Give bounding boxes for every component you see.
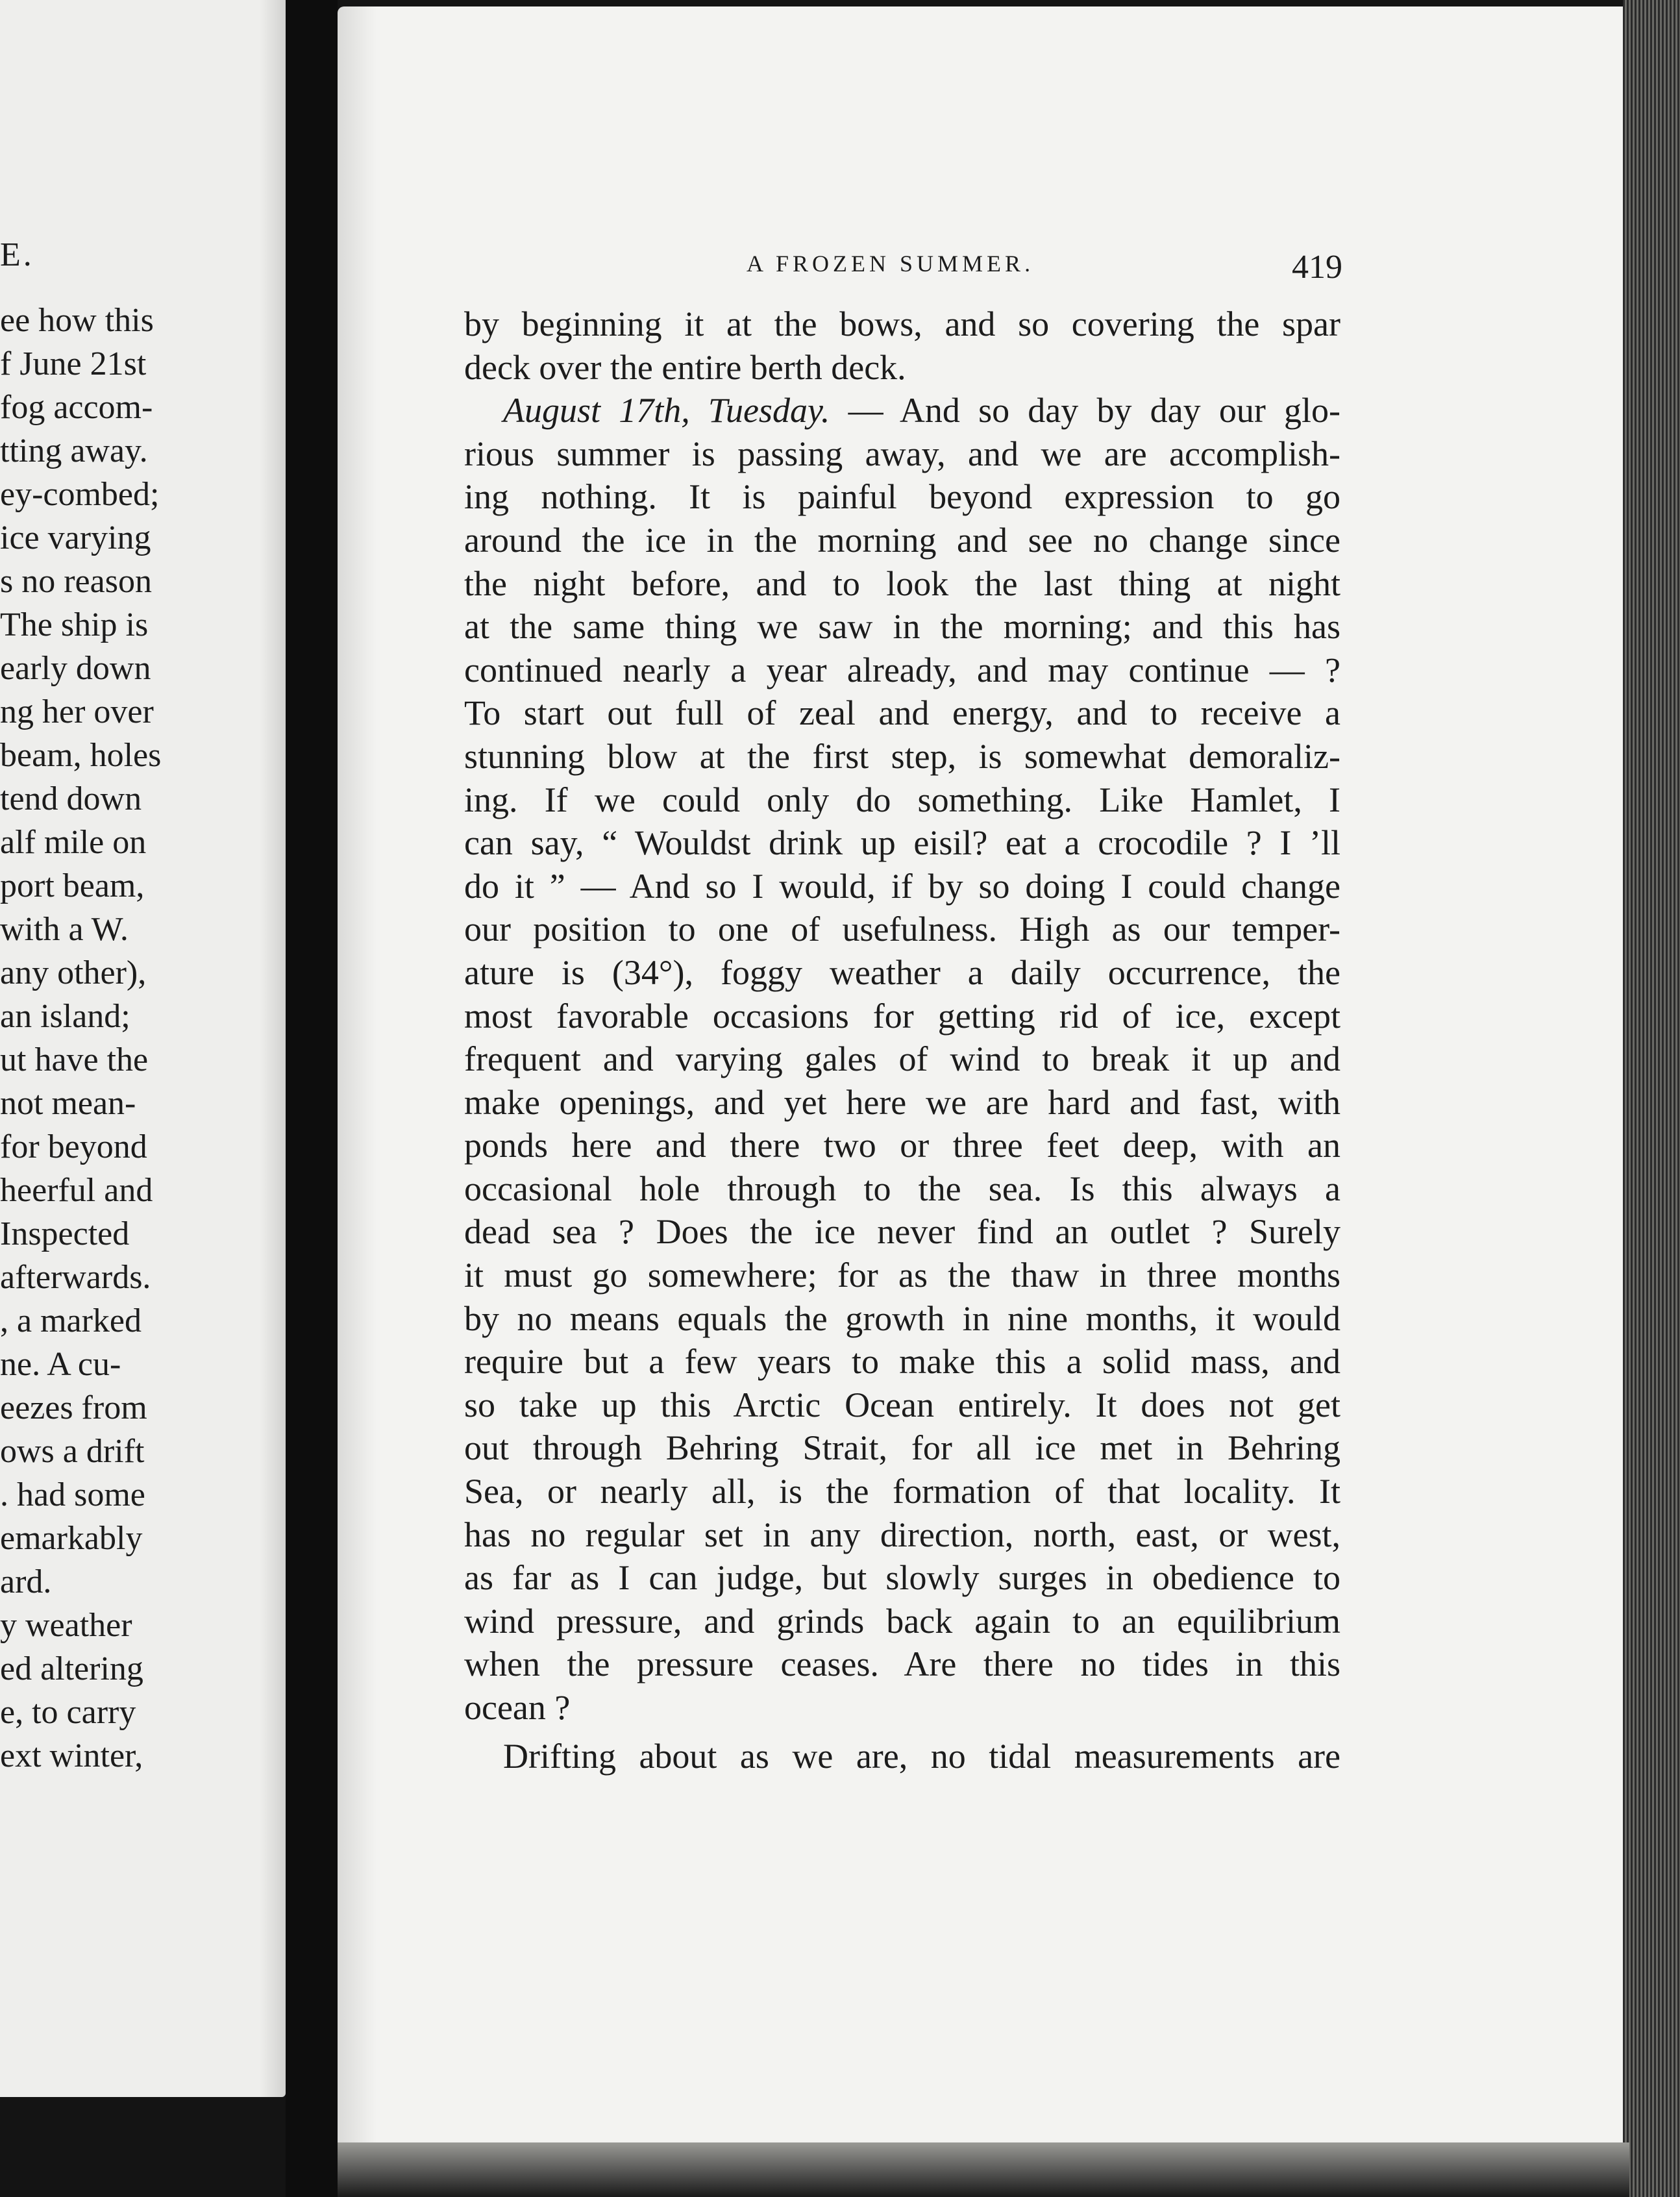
page-body <box>464 303 1340 1778</box>
left-line: ee how this <box>0 302 154 339</box>
page-number: 419 <box>1292 249 1342 286</box>
text-line: has no regular set in any direction, north, east, or west, <box>464 1515 1340 1554</box>
text-line: Drifting about as we are, no tidal measurements are <box>503 1736 1340 1776</box>
text-line: frequent and varying gales of wind to break it up and <box>464 1039 1340 1079</box>
text-line: so take up this Arctic Ocean entirely. It does not get <box>464 1385 1340 1424</box>
text-line: ponds here and there two or three feet deep, with an <box>464 1126 1340 1165</box>
left-line: , a marked <box>0 1302 142 1339</box>
left-line: y weather <box>0 1607 132 1644</box>
left-line: ice varying <box>0 519 151 556</box>
left-line: not mean- <box>0 1085 136 1122</box>
text-line: deck over the entire berth deck. <box>464 347 906 387</box>
text-line: do it ” — And so I would, if by so doing I could change <box>464 866 1340 906</box>
text-line: To start out full of zeal and energy, and to receive a <box>464 693 1340 733</box>
left-line: s no reason <box>0 563 152 600</box>
left-line: beam, holes <box>0 737 162 774</box>
text-line: as far as I can judge, but slowly surges in obedience to <box>464 1558 1340 1598</box>
left-line: afterwards. <box>0 1259 151 1296</box>
right-page-shadow <box>338 6 377 2149</box>
text-line: stunning blow at the first step, is somewhat demoraliz- <box>464 736 1340 776</box>
left-line: The ship is <box>0 606 149 643</box>
left-line: port beam, <box>0 867 145 904</box>
left-line: alf mile on <box>0 824 147 861</box>
left-line: heerful and <box>0 1172 153 1209</box>
text-line: when the pressure ceases. Are there no tides in this <box>464 1645 1340 1684</box>
left-line: ng her over <box>0 693 154 730</box>
text-line: dead sea ? Does the ice never find an outlet ? Surely <box>464 1212 1340 1252</box>
left-line: emarkably <box>0 1520 143 1557</box>
text-line: the night before, and to look the last thing at night <box>464 564 1340 603</box>
left-line: ne. A cu- <box>0 1346 121 1383</box>
text-line: rious summer is passing away, and we are accomplish- <box>464 434 1340 473</box>
dated-entry-line <box>464 389 1340 432</box>
left-line: fog accom- <box>0 389 153 426</box>
text-line: can say, “ Wouldst drink up eisil? eat a crocodile ? I ’ll <box>464 823 1340 863</box>
left-line: . had some <box>0 1476 145 1513</box>
book-gutter <box>286 0 338 2197</box>
left-line: ext winter, <box>0 1737 143 1774</box>
text-line: ing nothing. It is painful beyond expression to go <box>464 477 1340 517</box>
page-edges <box>1623 0 1680 2197</box>
running-head: A FROZEN SUMMER. <box>747 251 1035 277</box>
text-line: ature is (34°), foggy weather a daily occurrence, the <box>464 952 1340 992</box>
left-line: early down <box>0 650 151 687</box>
entry-date: August 17th, Tuesday. <box>503 391 830 430</box>
left-line: tend down <box>0 780 142 817</box>
entry-text: — And so day by day our glo- <box>830 391 1340 430</box>
left-line: eezes from <box>0 1389 147 1426</box>
left-line: e, to carry <box>0 1694 136 1731</box>
text-line: require but a few years to make this a solid mass, and <box>464 1342 1340 1382</box>
left-line: ard. <box>0 1563 52 1600</box>
left-line: tting away. <box>0 432 148 469</box>
bottom-page-edge <box>338 2142 1629 2197</box>
left-page <box>0 0 286 2097</box>
text-line: most favorable occasions for getting rid of ice, except <box>464 996 1340 1036</box>
text-line: ocean ? <box>464 1688 571 1727</box>
left-line: ey-combed; <box>0 476 160 513</box>
text-line: continued nearly a year already, and may continue — ? <box>464 650 1340 689</box>
text-line: it must go somewhere; for as the thaw in three months <box>464 1256 1340 1295</box>
left-line: f June 21st <box>0 345 147 382</box>
left-line: ed altering <box>0 1650 143 1687</box>
paragraph-gap <box>464 1730 1340 1735</box>
text-line: occasional hole through to the sea. Is this always a <box>464 1169 1340 1208</box>
left-page-shadow <box>260 0 286 2097</box>
text-line: ing. If we could only do something. Like Hamlet, I <box>464 780 1340 819</box>
text-line: out through Behring Strait, for all ice met in Behring <box>464 1428 1340 1468</box>
text-line: make openings, and yet here we are hard and fast, with <box>464 1082 1340 1122</box>
left-line: with a W. <box>0 911 129 948</box>
left-running-head-fragment: E. <box>0 236 34 273</box>
text-line: our position to one of usefulness. High as our temper- <box>464 910 1340 949</box>
left-line: for beyond <box>0 1128 147 1165</box>
left-line: ows a drift <box>0 1433 145 1470</box>
text-line: wind pressure, and grinds back again to an equilibrium <box>464 1601 1340 1641</box>
left-line: ut have the <box>0 1041 149 1078</box>
text-line: by no means equals the growth in nine months, it would <box>464 1298 1340 1338</box>
left-line: an island; <box>0 998 130 1035</box>
text-line: at the same thing we saw in the morning; and this has <box>464 607 1340 647</box>
text-line: Sea, or nearly all, is the formation of that locality. It <box>464 1472 1340 1511</box>
left-line: any other), <box>0 954 147 991</box>
text-line: around the ice in the morning and see no change since <box>464 520 1340 560</box>
left-line: Inspected <box>0 1215 130 1252</box>
text-line: by beginning it at the bows, and so covering the spar <box>464 304 1340 343</box>
